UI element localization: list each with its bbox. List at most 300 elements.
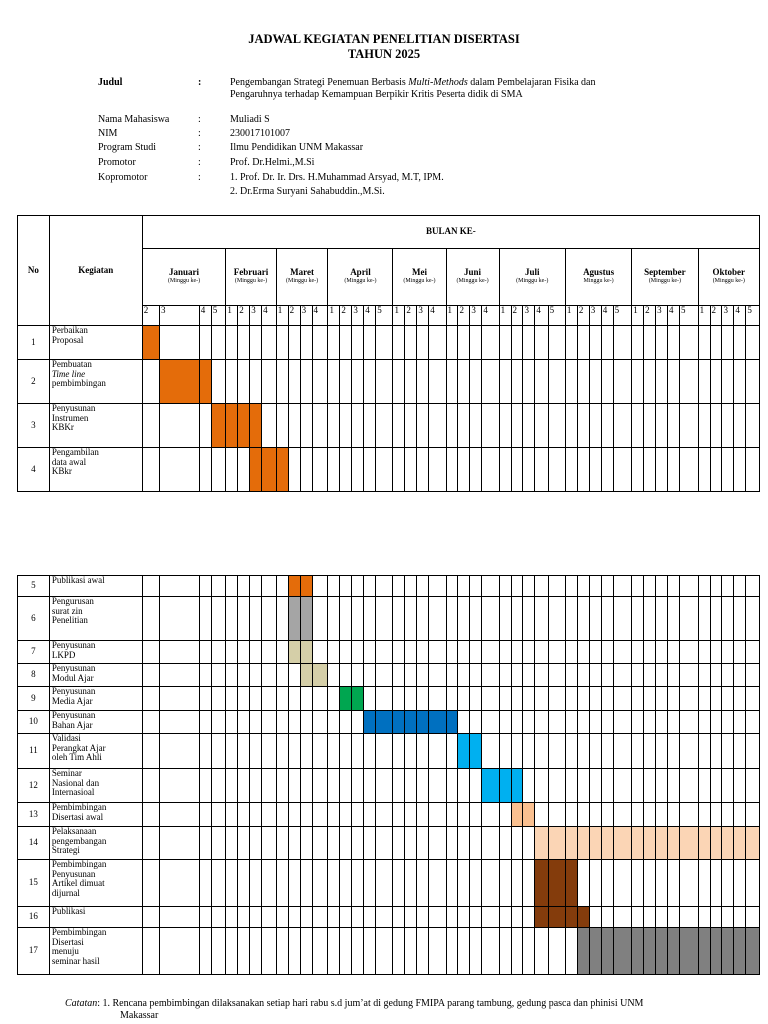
week-number: 3 <box>589 306 601 326</box>
activity-name-line: Strategi <box>51 845 80 855</box>
week-cell <box>734 404 746 448</box>
week-cell <box>656 404 668 448</box>
week-cell <box>734 576 746 597</box>
week-cell <box>734 326 746 360</box>
week-cell <box>734 687 746 711</box>
week-cell <box>340 360 352 404</box>
week-cell <box>722 448 734 492</box>
gantt-bar-cell <box>288 641 300 664</box>
minggu-label: (Minggu ke-) <box>167 278 201 284</box>
week-cell <box>589 326 601 360</box>
week-cell <box>710 360 722 404</box>
week-cell <box>211 711 226 734</box>
week-cell <box>601 641 613 664</box>
week-cell <box>548 734 565 769</box>
week-cell <box>417 803 429 827</box>
week-cell <box>250 734 262 769</box>
week-cell <box>250 803 262 827</box>
week-cell <box>312 448 328 492</box>
week-cell <box>458 711 470 734</box>
week-cell <box>429 860 446 907</box>
week-cell <box>417 360 429 404</box>
week-cell <box>523 711 535 734</box>
info-value: Prof. Dr.Helmi.,M.Si <box>230 157 315 168</box>
week-cell <box>262 687 277 711</box>
week-cell <box>499 326 511 360</box>
week-cell <box>211 769 226 803</box>
week-cell <box>352 860 364 907</box>
week-cell <box>446 326 458 360</box>
week-cell <box>499 404 511 448</box>
week-number: 1 <box>328 306 340 326</box>
week-cell <box>364 827 376 860</box>
week-cell <box>288 860 300 907</box>
activity-name-line: Disertasi <box>51 936 84 947</box>
week-cell <box>710 576 722 597</box>
week-cell <box>300 326 312 360</box>
week-number: 3 <box>352 306 364 326</box>
minggu-label: (Minggu ke-) <box>344 278 377 284</box>
week-cell <box>746 448 760 492</box>
week-cell <box>276 907 288 928</box>
gantt-bar-cell <box>698 827 710 860</box>
week-cell <box>250 360 262 404</box>
info-label: NIM <box>98 128 118 139</box>
table-row <box>18 326 760 360</box>
week-cell <box>458 326 470 360</box>
week-cell <box>417 448 429 492</box>
month-name: April <box>350 266 371 277</box>
week-cell <box>199 687 211 711</box>
week-cell <box>680 803 699 827</box>
week-cell <box>734 360 746 404</box>
activity-name-line: Proposal <box>51 334 84 345</box>
week-cell <box>734 769 746 803</box>
week-cell <box>364 907 376 928</box>
week-cell <box>364 734 376 769</box>
week-cell <box>668 641 680 664</box>
gantt-bar-cell <box>632 827 644 860</box>
gantt-bar-cell <box>746 928 760 975</box>
week-cell <box>211 448 226 492</box>
week-cell <box>668 687 680 711</box>
week-cell <box>577 326 589 360</box>
week-cell <box>613 687 632 711</box>
week-cell <box>613 803 632 827</box>
judul-text-post: dalam Pembelajaran Fisika dan <box>467 77 596 88</box>
week-cell <box>340 597 352 641</box>
week-cell <box>511 860 523 907</box>
activity-name <box>49 827 142 860</box>
week-cell <box>613 907 632 928</box>
week-cell <box>698 803 710 827</box>
activity-name-line: Artikel dimuat <box>51 878 105 888</box>
week-cell <box>698 664 710 687</box>
week-cell <box>511 907 523 928</box>
month-header <box>142 249 226 306</box>
activity-name-line: Pengambilan <box>51 447 99 457</box>
week-cell <box>393 860 405 907</box>
week-cell <box>238 326 250 360</box>
week-cell <box>722 576 734 597</box>
activity-name-line: seminar hasil <box>51 955 100 966</box>
week-cell <box>613 860 632 907</box>
gantt-bar-cell <box>470 734 482 769</box>
week-cell <box>250 827 262 860</box>
month-header <box>328 249 393 306</box>
info-value: 2. Dr.Erma Suryani Sahabuddin.,M.Si. <box>230 186 385 197</box>
week-cell <box>364 687 376 711</box>
week-cell <box>199 448 211 492</box>
week-cell <box>535 769 548 803</box>
info-colon: : <box>198 114 201 125</box>
week-cell <box>446 734 458 769</box>
gantt-bar-cell <box>262 448 277 492</box>
week-cell <box>746 803 760 827</box>
week-cell <box>565 404 577 448</box>
week-cell <box>613 576 632 597</box>
gantt-bar-cell <box>276 448 288 492</box>
week-number: 2 <box>644 306 656 326</box>
week-cell <box>300 860 312 907</box>
week-cell <box>656 860 668 907</box>
week-cell <box>160 711 200 734</box>
table-row <box>18 404 760 448</box>
month-header <box>276 249 328 306</box>
week-number: 3 <box>722 306 734 326</box>
gantt-bar-cell <box>458 734 470 769</box>
week-cell <box>288 404 300 448</box>
week-cell <box>458 687 470 711</box>
week-cell <box>511 664 523 687</box>
week-cell <box>429 928 446 975</box>
week-number: 1 <box>446 306 458 326</box>
week-cell <box>656 803 668 827</box>
gantt-bar-cell <box>499 769 511 803</box>
week-cell <box>499 711 511 734</box>
week-cell <box>226 664 238 687</box>
week-cell <box>288 448 300 492</box>
week-cell <box>482 860 499 907</box>
week-cell <box>393 326 405 360</box>
minggu-label: (Minggu ke-) <box>403 278 436 284</box>
week-cell <box>482 687 499 711</box>
week-cell <box>250 860 262 907</box>
week-cell <box>238 664 250 687</box>
week-number: 2 <box>238 306 250 326</box>
week-cell <box>470 860 482 907</box>
week-cell <box>312 769 328 803</box>
week-cell <box>160 664 200 687</box>
week-cell <box>535 404 548 448</box>
week-cell <box>300 687 312 711</box>
gantt-bar-cell <box>511 803 523 827</box>
week-cell <box>160 860 200 907</box>
week-cell <box>312 860 328 907</box>
week-cell <box>656 907 668 928</box>
week-cell <box>405 360 417 404</box>
week-cell <box>226 326 238 360</box>
week-cell <box>698 860 710 907</box>
title-line-1: JADWAL KEGIATAN PENELITIAN DISERTASI <box>248 32 520 46</box>
week-cell <box>698 907 710 928</box>
week-cell <box>722 907 734 928</box>
week-cell <box>535 664 548 687</box>
week-cell <box>734 907 746 928</box>
week-cell <box>199 928 211 975</box>
week-cell <box>632 597 644 641</box>
week-cell <box>589 711 601 734</box>
week-number: 2 <box>710 306 722 326</box>
week-cell <box>680 711 699 734</box>
week-cell <box>523 769 535 803</box>
week-cell <box>238 827 250 860</box>
week-cell <box>262 664 277 687</box>
week-cell <box>746 734 760 769</box>
week-cell <box>499 576 511 597</box>
week-cell <box>211 687 226 711</box>
week-cell <box>340 827 352 860</box>
week-cell <box>226 360 238 404</box>
week-cell <box>679 326 698 360</box>
week-cell <box>376 860 393 907</box>
activity-number: 17 <box>18 928 50 975</box>
gantt-bar-cell <box>142 326 159 360</box>
week-cell <box>523 664 535 687</box>
info-label: Promotor <box>98 157 136 168</box>
activity-number: 14 <box>18 827 50 860</box>
week-cell <box>393 641 405 664</box>
week-number: 1 <box>698 306 710 326</box>
gantt-bar-cell <box>656 928 668 975</box>
week-cell <box>393 803 405 827</box>
week-cell <box>523 404 535 448</box>
judul-colon: : <box>198 77 202 88</box>
minggu-label: (Minggu ke-) <box>648 278 681 284</box>
week-number: 2 <box>511 306 523 326</box>
gantt-bar-cell <box>698 928 710 975</box>
week-cell <box>589 769 601 803</box>
week-cell <box>470 641 482 664</box>
week-cell <box>577 597 589 641</box>
info-colon: : <box>198 128 201 139</box>
week-cell <box>262 769 277 803</box>
week-cell <box>589 597 601 641</box>
week-cell <box>458 664 470 687</box>
week-cell <box>548 928 565 975</box>
activity-number: 1 <box>18 326 50 360</box>
activity-name-line: Publikasi <box>51 906 86 916</box>
week-cell <box>458 803 470 827</box>
week-cell <box>211 827 226 860</box>
week-number: 3 <box>470 306 482 326</box>
week-cell <box>142 827 159 860</box>
week-cell <box>722 404 734 448</box>
week-cell <box>352 641 364 664</box>
week-cell <box>458 360 470 404</box>
week-cell <box>199 711 211 734</box>
week-cell <box>417 734 429 769</box>
week-cell <box>276 326 288 360</box>
week-cell <box>565 769 577 803</box>
week-cell <box>159 404 199 448</box>
week-cell <box>698 687 710 711</box>
week-cell <box>393 404 405 448</box>
week-cell <box>199 576 211 597</box>
week-cell <box>523 326 535 360</box>
week-cell <box>499 664 511 687</box>
week-cell <box>340 907 352 928</box>
week-cell <box>312 928 328 975</box>
week-cell <box>328 928 340 975</box>
judul-text-pre: Pengembangan Strategi Penemuan Berbasis <box>230 77 409 88</box>
week-cell <box>482 326 499 360</box>
activity-name <box>49 711 142 734</box>
week-cell <box>429 641 446 664</box>
info-colon: : <box>198 157 201 168</box>
week-cell <box>276 803 288 827</box>
month-name: Mei <box>411 266 427 277</box>
week-cell <box>482 404 499 448</box>
week-number: 1 <box>226 306 238 326</box>
week-cell <box>722 734 734 769</box>
week-cell <box>238 928 250 975</box>
week-cell <box>511 576 523 597</box>
week-cell <box>142 907 159 928</box>
week-cell <box>668 860 680 907</box>
week-cell <box>250 597 262 641</box>
activity-name-line: Validasi <box>51 733 81 743</box>
week-cell <box>142 687 159 711</box>
week-cell <box>238 803 250 827</box>
week-cell <box>698 326 710 360</box>
week-cell <box>668 597 680 641</box>
week-cell <box>352 711 364 734</box>
week-cell <box>601 860 613 907</box>
week-cell <box>393 734 405 769</box>
gantt-bar-cell <box>300 597 312 641</box>
week-cell <box>262 928 277 975</box>
week-cell <box>238 360 250 404</box>
week-cell <box>199 664 211 687</box>
minggu-label: (Minggu ke-) <box>456 278 489 284</box>
week-cell <box>482 597 499 641</box>
week-cell <box>734 711 746 734</box>
week-cell <box>199 827 211 860</box>
week-cell <box>199 769 211 803</box>
week-number: 3 <box>523 306 535 326</box>
week-number: 1 <box>499 306 511 326</box>
week-cell <box>698 360 710 404</box>
week-cell <box>458 404 470 448</box>
week-cell <box>160 769 200 803</box>
week-cell <box>601 597 613 641</box>
week-cell <box>276 860 288 907</box>
info-value: Ilmu Pendidikan UNM Makassar <box>230 142 364 153</box>
week-cell <box>328 907 340 928</box>
gantt-bar-cell <box>288 576 300 597</box>
activity-name <box>49 803 142 827</box>
week-cell <box>698 597 710 641</box>
week-cell <box>734 641 746 664</box>
month-header <box>446 249 499 306</box>
week-cell <box>632 687 644 711</box>
week-cell <box>262 597 277 641</box>
col-header-bulan: BULAN KE- <box>142 216 759 249</box>
week-cell <box>710 448 722 492</box>
week-cell <box>668 404 680 448</box>
week-cell <box>250 769 262 803</box>
week-cell <box>632 803 644 827</box>
week-cell <box>352 734 364 769</box>
week-cell <box>565 803 577 827</box>
note <box>65 998 755 1022</box>
week-cell <box>679 360 698 404</box>
week-cell <box>250 326 262 360</box>
week-cell <box>142 404 159 448</box>
week-cell <box>446 448 458 492</box>
week-cell <box>312 827 328 860</box>
week-cell <box>577 734 589 769</box>
gantt-bar-cell <box>680 827 699 860</box>
week-cell <box>470 326 482 360</box>
week-cell <box>364 360 376 404</box>
week-cell <box>511 641 523 664</box>
week-cell <box>470 928 482 975</box>
week-number: 4 <box>429 306 446 326</box>
week-cell <box>393 907 405 928</box>
week-cell <box>429 576 446 597</box>
activity-name <box>49 769 142 803</box>
week-cell <box>698 404 710 448</box>
week-cell <box>644 641 656 664</box>
week-cell <box>601 360 613 404</box>
week-cell <box>276 734 288 769</box>
week-cell <box>680 641 699 664</box>
gantt-bar-cell <box>238 404 250 448</box>
week-cell <box>340 664 352 687</box>
activity-name-line: Bahan Ajar <box>51 719 93 730</box>
week-cell <box>276 641 288 664</box>
week-cell <box>142 734 159 769</box>
week-cell <box>429 827 446 860</box>
week-cell <box>405 576 417 597</box>
week-cell <box>405 928 417 975</box>
week-cell <box>340 711 352 734</box>
week-cell <box>199 641 211 664</box>
week-cell <box>668 326 680 360</box>
week-cell <box>328 734 340 769</box>
week-cell <box>312 360 328 404</box>
week-cell <box>458 597 470 641</box>
week-cell <box>288 711 300 734</box>
week-cell <box>328 326 340 360</box>
week-cell <box>199 597 211 641</box>
week-cell <box>328 769 340 803</box>
week-cell <box>226 687 238 711</box>
activity-name-line: Penyusunan <box>51 710 96 720</box>
table-row <box>18 827 760 860</box>
week-cell <box>601 326 613 360</box>
header-row <box>18 216 760 249</box>
activity-name-line: Pembuatan <box>51 359 92 369</box>
week-cell <box>668 448 680 492</box>
week-cell <box>262 860 277 907</box>
activity-name-line: Penyusunan <box>51 640 96 650</box>
activity-name-line: Nasional dan <box>51 777 100 788</box>
week-cell <box>644 326 656 360</box>
week-cell <box>312 907 328 928</box>
